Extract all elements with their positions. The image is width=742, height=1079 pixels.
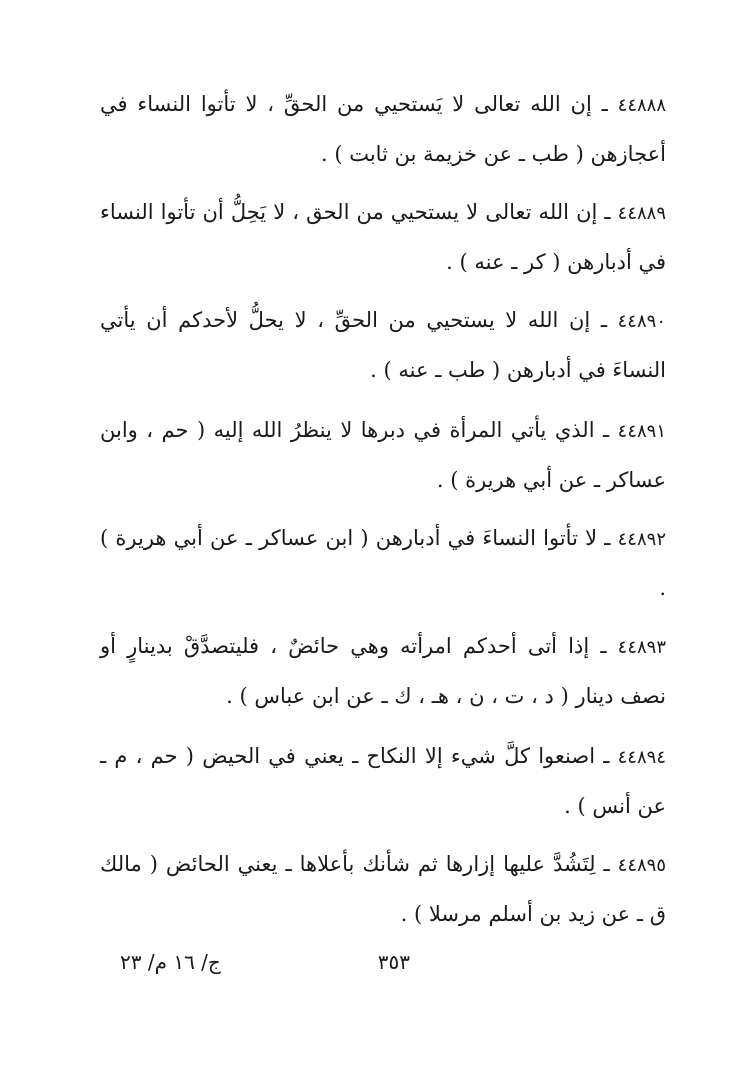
- entry-text: لا تأتوا النساءَ في أدبارهن ( ابن عساكر ـ عن أبي هريرة ) .: [100, 526, 666, 600]
- entry-separator: ـ: [594, 418, 618, 442]
- entry-separator: ـ: [597, 526, 618, 550]
- hadith-entry-44891: [100, 406, 666, 504]
- entry-text: إن الله لا يستحيي من الحقِّ ، لا يحلُّ لأحدكم أن يأتي النساءَ في أدبارهن ( طب ـ عنه ) .: [100, 308, 666, 382]
- entry-separator: ـ: [595, 744, 618, 768]
- page-number: ٣٥٣: [377, 950, 410, 974]
- entry-text: اصنعوا كلَّ شيء إلا النكاح ـ يعني في الحيض ( حم ، م ـ عن أنس ) .: [100, 744, 666, 818]
- entry-number: ٤٤٨٩٢: [617, 529, 666, 550]
- entry-separator: ـ: [597, 200, 618, 224]
- hadith-entry-44888: [100, 80, 666, 178]
- entry-number: ٤٤٨٩٠: [617, 311, 666, 332]
- entry-number: ٤٤٨٩٤: [617, 747, 666, 768]
- entry-text: إن الله تعالى لا يستحيي من الحق ، لا يَحِلُّ أن تأتوا النساء في أدبارهن ( كر ـ عنه ) .: [100, 200, 666, 274]
- page-footer: [100, 950, 666, 990]
- hadith-entry-44894: [100, 732, 666, 830]
- entry-number: ٤٤٨٨٨: [617, 95, 666, 116]
- entry-separator: ـ: [590, 308, 618, 332]
- hadith-entry-44889: [100, 188, 666, 286]
- hadith-entry-44893: [100, 622, 666, 720]
- entry-number: ٤٤٨٩٥: [617, 855, 666, 876]
- entry-separator: ـ: [589, 634, 618, 658]
- entry-text: إذا أتى أحدكم امرأته وهي حائضٌ ، فليتصدَّقْ بدينارٍ أو نصف دينار ( د ، ت ، ن ، هـ ، ك ـ عن ابن عباس ) .: [100, 634, 666, 708]
- volume-reference: ج/ ١٦ م/ ٢٣: [120, 950, 221, 974]
- hadith-entry-44890: [100, 296, 666, 394]
- entry-number: ٤٤٨٩٣: [617, 637, 667, 658]
- entry-text: الذي يأتي المرأة في دبرها لا ينظرُ الله إليه ( حم ، وابن عساكر ـ عن أبي هريرة ) .: [100, 418, 666, 492]
- entry-text: لِتَشُدَّ عليها إزارها ثم شأنك بأعلاها ـ يعني الحائض ( مالك ق ـ عن زيد بن أسلم مرسلا ) .: [100, 852, 666, 926]
- hadith-entry-44895: [100, 840, 666, 938]
- entry-number: ٤٤٨٨٩: [617, 203, 666, 224]
- hadith-entry-44892: [100, 514, 666, 612]
- entry-number: ٤٤٨٩١: [617, 421, 666, 442]
- entry-separator: ـ: [591, 92, 618, 116]
- entry-separator: ـ: [595, 852, 618, 876]
- entry-text: إن الله تعالى لا يَستحيي من الحقِّ ، لا تأتوا النساء في أعجازهن ( طب ـ عن خزيمة بن ثابت ) .: [100, 92, 666, 166]
